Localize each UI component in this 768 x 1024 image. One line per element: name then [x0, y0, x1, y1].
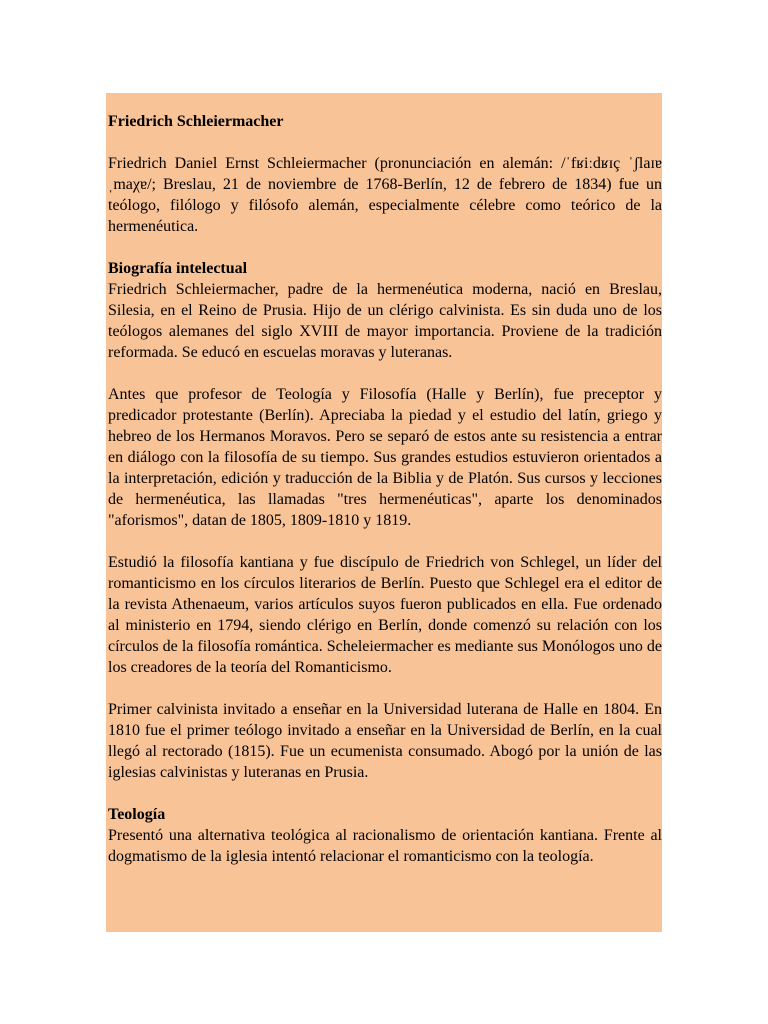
- spacer: [108, 237, 662, 258]
- biografia-paragraph-1: Friedrich Schleiermacher, padre de la hermenéutica moderna, nació en Breslau, Silesia, en el Reino de Prusia. Hijo de un clérigo calvinista. Es sin duda uno de los teólogos alemanes del siglo XVIII de mayor importancia. Proviene de la tradición reformada. Se educó en escuelas moravas y luteranas.: [108, 281, 662, 361]
- spacer: [108, 783, 662, 804]
- biografia-paragraph-3: Estudió la filosofía kantiana y fue discípulo de Friedrich von Schlegel, un líder del romanticismo en los círculos literarios de Berlín. Puesto que Schlegel era el editor de la revista Athenaeum, varios artículos suyos fueron publicados en ella. Fue ordenado al ministerio en 1794, siendo clérigo en Berlín, donde comenzó su relación con los círculos de la filosofía romántica. Scheleiermacher es mediante sus Monólogos uno de los creadores de la teoría del Romanticismo.: [108, 554, 662, 676]
- section-heading-teologia: Teología: [108, 806, 166, 823]
- section-heading-biografia: Biografía intelectual: [108, 260, 248, 277]
- spacer: [108, 363, 662, 384]
- spacer: [108, 132, 662, 153]
- text-block: [106, 93, 662, 932]
- biografia-paragraph-4: Primer calvinista invitado a enseñar en la Universidad luterana de Halle en 1804. En 1810 fue el primer teólogo invitado a enseñar en la Universidad de Berlín, en la cual llegó al rectorado (1815). Fue un ecumenista consumado. Abogó por la unión de las iglesias calvinistas y luteranas en Prusia.: [108, 701, 662, 781]
- spacer: [108, 678, 662, 699]
- biografia-paragraph-2: Antes que profesor de Teología y Filosofía (Halle y Berlín), fue preceptor y predicador protestante (Berlín). Apreciaba la piedad y el estudio del latín, griego y hebreo de los Hermanos Moravos. Pero se separó de estos ante su resistencia a entrar en diálogo con la filosofía de su tiempo. Sus grandes estudios estuvieron orientados a la interpretación, edición y traducción de la Biblia y de Platón. Sus cursos y lecciones de hermenéutica, las llamadas "tres hermenéuticas", aparte los denominados "aforismos", datan de 1805, 1809-1810 y 1819.: [108, 386, 662, 529]
- document-title: Friedrich Schleiermacher: [108, 113, 284, 130]
- spacer: [108, 531, 662, 552]
- intro-paragraph: Friedrich Daniel Ernst Schleiermacher (pronunciación en alemán: /ˈfʁiːdʁɪç ˈʃlaɪɐˌmaχɐ/; Breslau, 21 de noviembre de 1768-Berlín, 12 de febrero de 1834) fue un teólogo, filólogo y filósofo alemán, especialmente célebre como teórico de la hermenéutica.: [108, 155, 662, 235]
- teologia-paragraph-1: Presentó una alternativa teológica al racionalismo de orientación kantiana. Frente al dogmatismo de la iglesia intentó relacionar el romanticismo con la teología.: [108, 827, 662, 865]
